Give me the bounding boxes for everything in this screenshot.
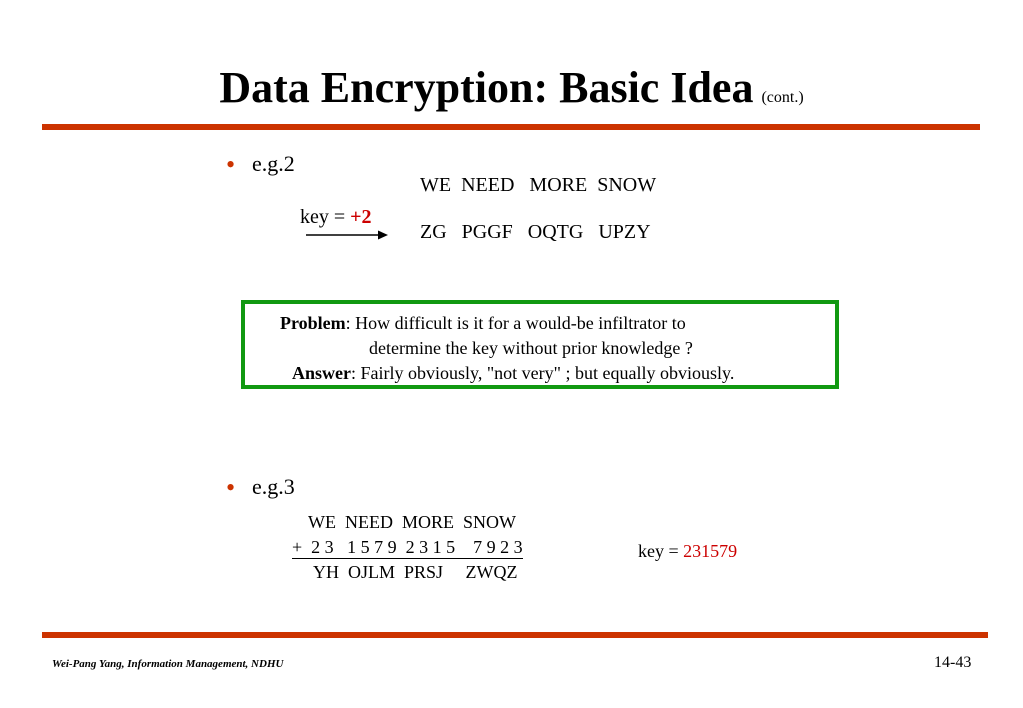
example3-ciphertext: YH OJLM PRSJ ZWQZ — [313, 562, 518, 582]
example2-key-value: +2 — [350, 206, 372, 228]
example3-key-label: key = — [638, 541, 684, 561]
example3-key-value: 231579 — [683, 541, 738, 561]
page-number: 14-43 — [934, 654, 972, 671]
example2-bullet-label: e.g.2 — [252, 151, 295, 176]
slide-title-main: Data Encryption: Basic Idea — [219, 63, 754, 112]
problem-answer-box — [241, 300, 839, 389]
answer-label: Answer — [292, 363, 351, 383]
example2-ciphertext: ZG PGGF OQTG UPZY — [420, 221, 651, 243]
slide-title — [0, 63, 1023, 112]
example2-key — [300, 207, 372, 227]
problem-text-2: determine the key without prior knowledge ? — [369, 338, 693, 358]
bottom-divider — [42, 632, 988, 638]
example2-plaintext: WE NEED MORE SNOW — [420, 174, 657, 196]
example3-bullet-label: e.g.3 — [252, 474, 295, 499]
answer-text: : Fairly obviously, "not very" ; but equally obviously. — [351, 363, 735, 383]
example3-key-row: + 2 3 1 5 7 9 2 3 1 5 7 9 2 3 — [292, 537, 523, 557]
right-arrow-icon — [306, 229, 388, 241]
slide-title-suffix: (cont.) — [761, 89, 804, 106]
bullet-icon: • — [226, 473, 236, 502]
bullet-icon: • — [226, 150, 236, 179]
footer-author: Wei-Pang Yang, Information Management, NDHU — [52, 658, 284, 670]
answer-line — [292, 364, 734, 382]
problem-line-1 — [280, 314, 686, 332]
problem-label: Problem — [280, 313, 346, 333]
top-divider — [42, 124, 980, 130]
example3-plaintext: WE NEED MORE SNOW — [308, 512, 516, 532]
problem-text-1: : How difficult is it for a would-be infiltrator to — [345, 313, 686, 333]
example3-key — [638, 542, 737, 560]
example2-key-label: key = — [300, 206, 351, 228]
